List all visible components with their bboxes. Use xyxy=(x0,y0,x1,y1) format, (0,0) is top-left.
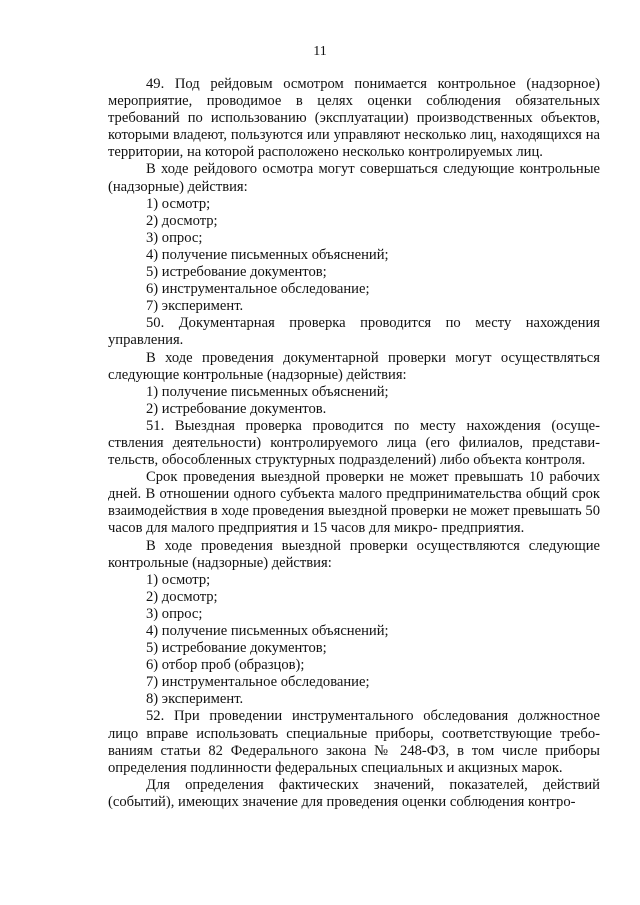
list-item: 7) инструментальное обследование; xyxy=(146,674,370,691)
list-item: 2) истребование документов. xyxy=(146,400,327,417)
document-body xyxy=(108,76,600,811)
list-item: 3) опрос; xyxy=(146,605,203,622)
list-item: 5) истребование документов; xyxy=(146,640,327,657)
list-item: 5) истребование документов; xyxy=(146,264,327,281)
page-number: 11 xyxy=(313,44,327,59)
paragraph: В ходе проведения документарной проверки могут осуществляться следующие контрольные (надзорные) действия: xyxy=(108,349,600,383)
paragraph: Для определения фактических значений, показателей, действий (событий), имеющих значение для проведения оценки соблюдения контро- xyxy=(108,776,600,810)
list-item: 6) отбор проб (образцов); xyxy=(146,657,305,674)
list-item: 4) получение письменных объяснений; xyxy=(146,623,389,639)
paragraph: 51. Выездная проверка проводится по месту нахождения (осуще- ствления деятельности) контролируемого лица (его филиалов, представи- тельств, обособленных структурных подразделений) либо объекта контроля. xyxy=(108,417,600,469)
list-item: 1) осмотр; xyxy=(146,195,211,212)
list-item: 4) получение письменных объяснений; xyxy=(146,246,389,263)
paragraph: В ходе проведения выездной проверки осуществляются следующие контрольные (надзорные) действия: xyxy=(108,537,600,571)
list-item: 8) эксперимент. xyxy=(146,691,244,708)
list-item: 3) опрос; xyxy=(146,229,203,246)
list-item: 1) получение письменных объяснений; xyxy=(146,383,389,400)
list-item: 1) осмотр; xyxy=(146,571,211,588)
paragraph: 49. Под рейдовым осмотром понимается контрольное (надзорное) мероприятие, проводимое в целях оценки соблюдения обязательных требований по использованию (эксплуатации) производственных объектов, которыми владеют, пользуются или управляют несколько лиц, находящихся на территории, на которой расположено несколько контролируемых лиц. xyxy=(108,76,600,161)
list-item: 7) эксперимент. xyxy=(146,298,244,315)
paragraph: В ходе рейдового осмотра могут совершаться следующие контрольные (надзорные) действия: xyxy=(108,161,600,195)
list-item: 6) инструментальное обследование; xyxy=(146,281,370,298)
paragraph: Срок проведения выездной проверки не может превышать 10 рабочих дней. В отношении одного субъекта малого предпринимательства общий срок взаимодействия в ходе проведения выездной проверки не может превышать 50 часов для малого предприятия и 15 часов для микро- предприятия. xyxy=(108,469,600,537)
paragraph: 50. Документарная проверка проводится по месту нахождения управления. xyxy=(108,315,600,349)
list-item: 2) досмотр; xyxy=(146,588,218,605)
list-item: 2) досмотр; xyxy=(146,212,218,229)
paragraph: 52. При проведении инструментального обследования должностное лицо вправе использовать специальные приборы, соответствующие требо- ваниям статьи 82 Федерального закона № 248-ФЗ, в том числе приборы определения подлинности федеральных специальных и акцизных марок. xyxy=(108,708,600,776)
